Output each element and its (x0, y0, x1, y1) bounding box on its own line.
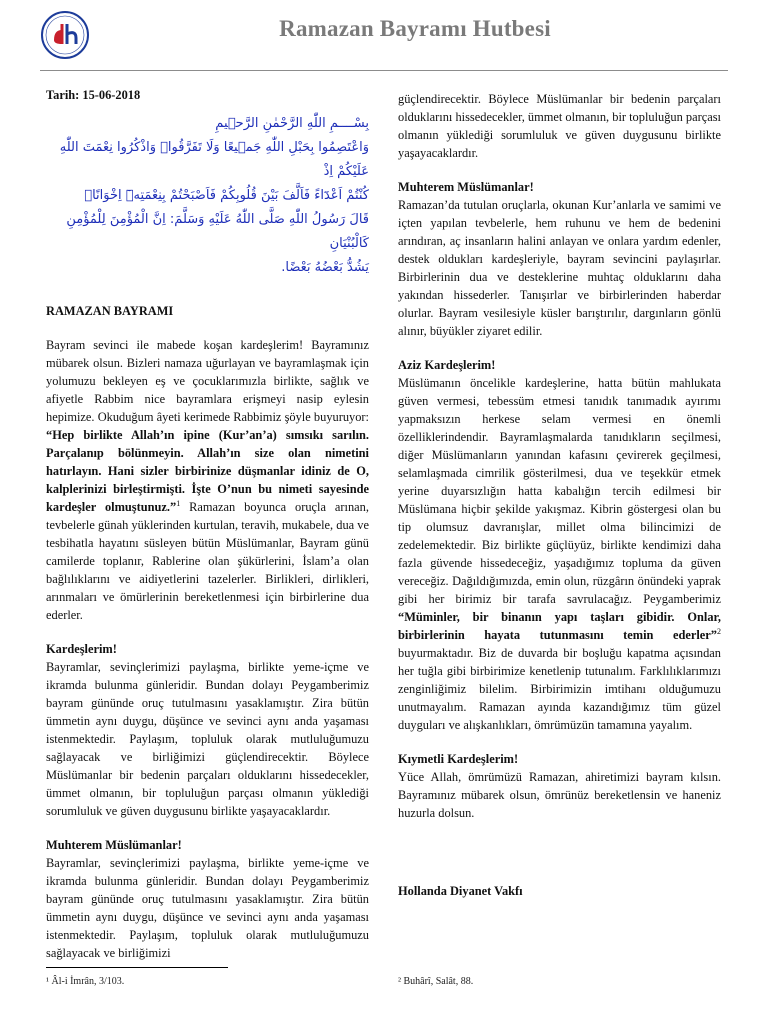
header-divider (40, 70, 728, 71)
paragraph-continuation: güçlendirecektir. Böylece Müslümanlar bir bedenin parçaları olduklarını hissedecekler, ümmet olmanın, bir topluluğun parçası olmanın yüklediği sorumluluk ve güven duygusunu birlikte yaşayacaklardır. (398, 92, 721, 160)
aziz-text: Müslümanın öncelikle kardeşlerine, hatta bütün mahlukata güven vermesi, tebessüm etmesi tanıdık tanımadık ayırımı yapmaksızın herkese selam vermesi en önemli özelliklerindendir. Bayramlaşmalarda tanıdıkların seçilmesi, diğer Müslümanların yanından kafasını çevirerek geçilmesi, selamlaşmada cimrilik gösterilmesi, dua ve teşekkür etmek yerine duyarsızlığın hatta kabalığın tercih edilmesi bir Müslümana hiçbir şekilde yakışmaz. Kibrin göstergesi olan bu tip olumsuz davranışlar, millet olma bilincimizi de zedelemektedir. Biz birlikte güçlüyüz, birlikte kendimizi daha fazla güvende hissedeceğiz, yaşadığımız topluma da güven vereceğiz. Dağıldığımızda, emin olun, rüzgârın önündeki yaprak gibi her birimiz bir tarafa savrulacağız. Peygamberimiz (398, 376, 721, 606)
footnote-1: ¹ Âl-i İmrân, 3/103. (46, 976, 125, 987)
arabic-verse (46, 112, 369, 280)
date-line: Tarih: 15-06-2018 (46, 88, 141, 102)
section-title: RAMAZAN BAYRAMI (46, 304, 174, 318)
page-title: Ramazan Bayramı Hutbesi (279, 16, 551, 41)
paragraph-muhterem: Bayramlar, sevinçlerimizi paylaşma, birlikte yeme-içme ve ikramda bulunma günleridir. Bundan dolayı Peygamberimiz bayram gününde oruç tutulmasını yasaklamıştır. Zira bütün ümmetin aynı duygu, düşünce ve sevinci aynı anda yaşaması istenmektedir. Paylaşım, topluluk olarak mutluluğumuzu sağlayacak ve birliğimizi (46, 856, 369, 960)
intro-text-cont: Ramazan boyunca oruçla arınan, tevbelerle günah yüklerinden kurtulan, teravih, mukabele, dua ve tesbihatla hayatını süsleyen bütün Müslümanlar, Bayram günü camilerde toplanır, Rablerine olan şükürlerini, İslam’a olan bağlılıklarını ve aidiyetlerini tazelerler. Birlikleri, dirlikleri, arınmaları ve ömürlerinin bereketlenmesi için birbirlerine dua ederler. (46, 500, 369, 622)
heading-aziz: Aziz Kardeşlerim! (398, 358, 496, 372)
heading-muhterem: Muhterem Müslümanlar! (46, 838, 182, 852)
paragraph-kardeslerim: Bayramlar, sevinçlerimizi paylaşma, birlikte yeme-içme ve ikramda bulunma günleridir. Bundan dolayı Peygamberimiz bayram gününde oruç tutulmasını yasaklamıştır. Zira bütün ümmetin aynı duygu, düşünce ve sevinci aynı anda yaşaması istenmektedir. Paylaşım, topluluk olarak mutluluğumuzu sağlayacak ve birliğimizi güçlendirecektir. Böylece Müslümanlar bir bedenin parçaları olduklarını hissedecekler, ümmet olmanın, bir topluluğun parçası olmanın yüklediği sorumluluk ve güven duygusunu birlikte yaşayacaklardır. (46, 660, 369, 818)
signature: Hollanda Diyanet Vakfı (398, 884, 523, 898)
paragraph-aziz (398, 374, 721, 734)
aziz-text-cont: buyurmaktadır. Biz de duvarda bir boşluğu kapatma açısından her tuğla gibi birbirimize kenetlenip tutunalım. Farklılıklarımızı zenginliğimiz bilelim. Birbirimizin imtihanı olduğumuzu unutmayalım. Ramazan ayında kazandığımız tüm güzel duyguları ve alışkanlıkları, ömrümüzün tamamına yayalım. (398, 646, 721, 732)
footnote-ref: 1 (176, 498, 181, 508)
arabic-line: وَاعْتَصِمُوا بِحَبْلِ اللّٰهِ جَم۪يعًا وَلَا تَفَرَّقُواۖ وَاذْكُرُوا نِعْمَتَ اللّٰهِ عَلَيْكُمْ اِذْ (59, 140, 369, 179)
arabic-line: بِسْــــمِ اللّٰهِ الرَّحْمٰنِ الرَّح۪يمِ (215, 116, 369, 131)
arabic-line: كُنْتُمْ اَعْدَٓاءً فَاَلَّفَ بَيْنَ قُلُوبِكُمْ فَاَصْبَحْتُمْ بِنِعْمَتِه۪ٓ اِخْوَانًاۚ (84, 188, 369, 203)
footnote-ref: 2 (717, 626, 721, 636)
arabic-line: يَشُدُّ بَعْضُهُ بَعْضًا. (281, 260, 369, 275)
quran-quote: “Hep birlikte Allah’ın ipine (Kur’an’a) sımsıkı sarılın. Parçalanıp bölünmeyin. Allah’ın size olan nimetini hatırlayın. Hani sizler birbirinize düşmanlar idiniz de O, kalplerinizi birleştirmişti. İşte O’nun bu nimeti sayesinde kardeşler olmuştunuz.” (46, 428, 369, 514)
diyanet-logo-icon (40, 10, 90, 60)
footnote-divider (46, 967, 228, 968)
right-column (398, 90, 721, 900)
intro-text: Bayram sevinci ile mabede koşan kardeşlerim! Bayramınız mübarek olsun. Bizleri namaza uğurlayan ve bayramlaşmak için yolumuzu bekleyen eş ve çocuklarımızla birlikte, sağlık ve afiyetle Rabbim nice bayramlara erişmeyi nasip eylesin hepimize. Okuduğum âyeti kerimede Rabbimiz şöyle buyuruyor: (46, 338, 369, 424)
hadith-quote: “Müminler, bir binanın yapı taşları gibidir. Onlar, birbirlerinin hayata tutunmasını temin ederler” (398, 610, 721, 642)
heading-muhterem-2: Muhterem Müslümanlar! (398, 180, 534, 194)
footnote-2: ² Buhârî, Salât, 88. (398, 976, 474, 987)
page-header (0, 0, 768, 72)
arabic-line: قَالَ رَسُولُ اللّٰهِ صَلَّى اللّٰهُ عَلَيْهِ وَسَلَّمَ: اِنَّ الْمُؤْمِنَ لِلْمُؤْمِنِ كَالْبُنْيَانِ (66, 212, 369, 251)
intro-paragraph (46, 336, 369, 624)
left-column (46, 86, 369, 978)
heading-kiymetli: Kıymetli Kardeşlerim! (398, 752, 519, 766)
heading-kardeslerim: Kardeşlerim! (46, 642, 117, 656)
paragraph-muhterem-2: Ramazan’da tutulan oruçlarla, okunan Kur’anlarla ve samimi ve içten yapılan tevbelerle, hem ruhunu ve hem de bedenini arındıran, aç insanların halini anlayan ve onlara yardım edenler, destek oldukları kardeşleriyle, bayram sevincini paylaşırlar. Birbirlerinin dua ve desteklerine muhtaç olduklarını daha yakından hissederler. Tanışırlar ve birbirlerinden haberdar olurlar. Bayram vesilesiyle küsler barıştırılır, dargınların gönlü alınır, büyükler ziyaret edilir. (398, 198, 721, 338)
paragraph-kiymetli: Yüce Allah, ömrümüzü Ramazan, ahiretimizi bayram kılsın. Bayramınız mübarek olsun, ömrünüz bereketlensin ve haneniz huzurla dolsun. (398, 770, 721, 820)
